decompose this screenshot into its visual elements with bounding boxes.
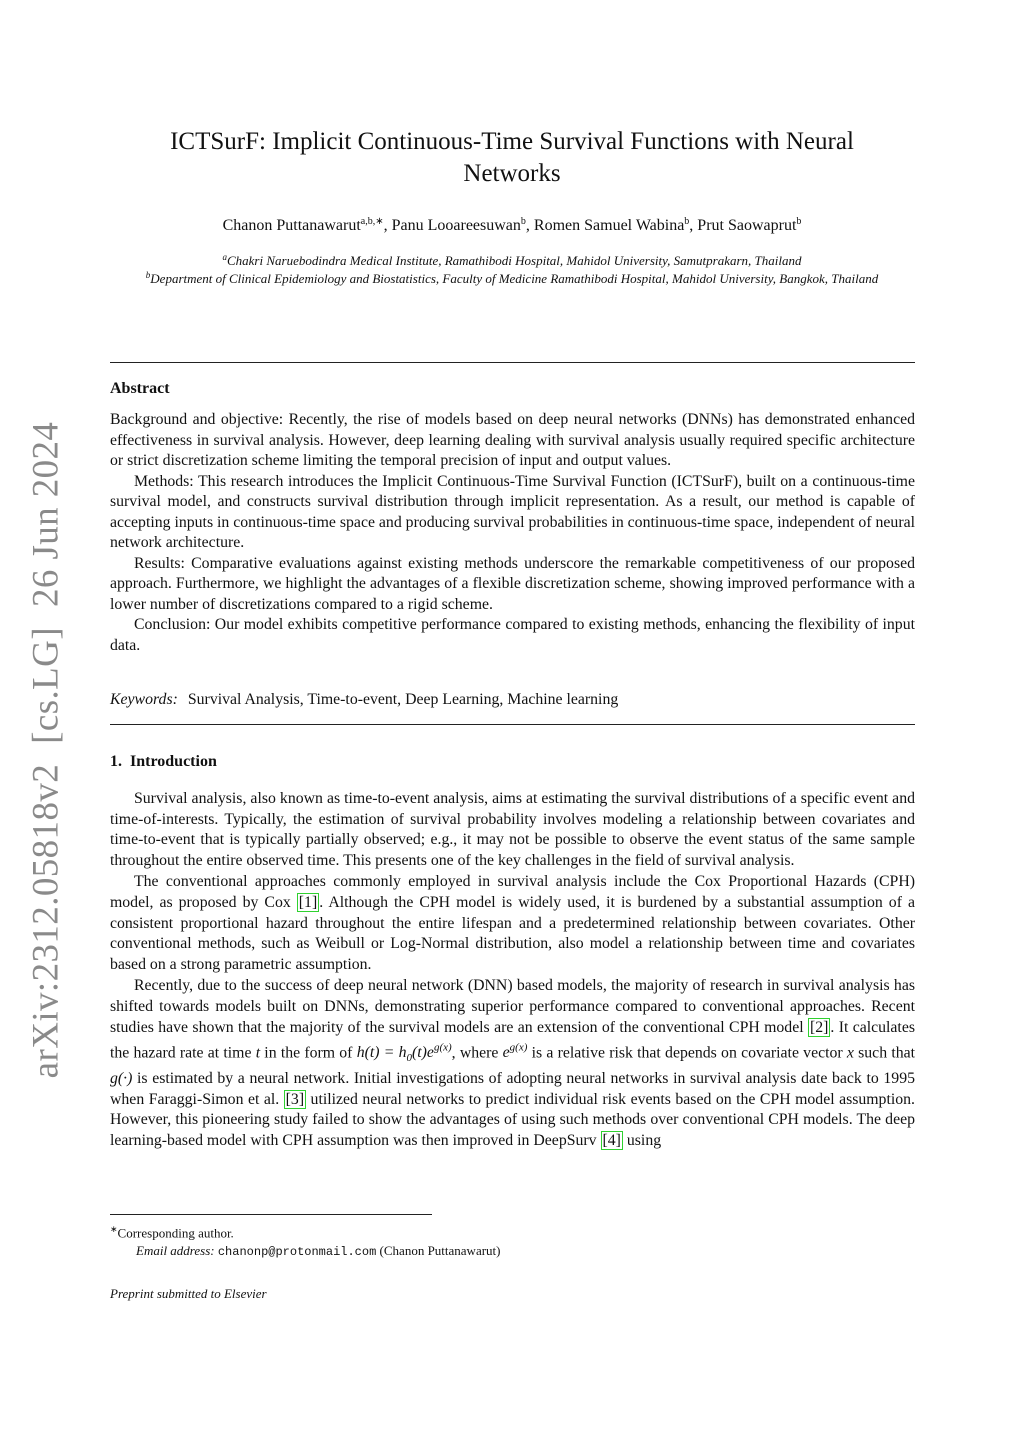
abstract-body [110, 410, 915, 656]
relative-risk-term: $e^{g(x)}$ [502, 1042, 528, 1062]
author-affiliation-mark: b [520, 216, 526, 227]
corresponding-author-note: Corresponding author. [117, 1225, 234, 1241]
math-variable: t [255, 1044, 261, 1062]
paper-title: ICTSurF: Implicit Continuous-Time Survival Functions with Neural Networks [170, 128, 854, 187]
author-affiliation-mark: a,b,∗ [360, 216, 384, 227]
email-label: Email address: [136, 1243, 215, 1259]
introduction-body [110, 789, 915, 1152]
author-affiliation-mark: b [684, 216, 690, 227]
abstract-methods: Methods: This research introduces the Implicit Continuous-Time Survival Function (ICTSurF), built on a continuous-time survival model, and constructs survival distribution through implicit representation. As a result, our method is capable of accepting inputs in continuous-time space and producing survival probabilities in continuous-time space, independent of neural network architecture. [110, 472, 915, 551]
citation-link[interactable]: [2] [809, 1018, 829, 1036]
keywords-label: Keywords: [110, 691, 178, 708]
section-heading-introduction [110, 753, 217, 771]
intro-paragraph: Recently, due to the success of deep neural network (DNN) based models, the majority of research in survival analysis has shifted towards models built on DNNs, demonstrating superior performance compared to conventional approaches. Recent studies have shown that the majority of the survival models are an extension of the conventional CPH model [2] . It calculates the hazard rate at time t in the form of $h(t) = h_0(t)e^{g(x)}$, where $e^{g(x)}$ is a relative risk that depends on covariate vector x such that g(·) is estimated by a neural network. Initial investigations of adopting neural networks in survival analysis date back to 1995 when Faraggi-Simon et al. [3] utilized neural networks to predict individual risk events based on the CPH model assumption. However, this pioneering study failed to show the advantages of using such methods over conventional CPH models. The deep learning-based model with CPH assumption was then improved in DeepSurv [4] using [110, 977, 916, 1149]
author-name: Panu Looareesuwan [391, 217, 521, 234]
math-variable: x [846, 1044, 854, 1062]
abstract-top-rule [110, 362, 915, 363]
arxiv-date: 26 Jun 2024 [25, 421, 67, 607]
affiliation-b: $^b$Department of Clinical Epidemiology and Biostatistics, Faculty of Medicine Ramathibodi Hospital, Mahidol University, Bangkok, Thailand [145, 270, 879, 286]
arxiv-identifier-stamp[interactable] [25, 422, 68, 1079]
hazard-formula: $h(t) = h_0(t)e^{g(x)}$ [356, 1042, 452, 1065]
section-title: Introduction [130, 753, 217, 770]
arxiv-category: [cs.LG] [25, 626, 67, 744]
footnote-mark: ∗ [110, 1224, 118, 1234]
section-number: 1. [110, 753, 122, 770]
math-function: g(·) [110, 1070, 133, 1088]
citation-link[interactable]: [1] [298, 893, 318, 911]
abstract-background: Background and objective: Recently, the rise of models based on deep neural networks (DNNs) has demonstrated enhanced effectiveness in survival analysis. However, deep learning dealing with survival analysis usually required specific architecture or strict discretization scheme limiting the temporal precision of input and output values. [110, 411, 915, 469]
arxiv-id[interactable]: arXiv:2312.05818v2 [25, 763, 67, 1079]
citation-link[interactable]: [4] [602, 1131, 621, 1149]
abstract-bottom-rule [110, 724, 915, 725]
citation-link[interactable]: [3] [285, 1090, 305, 1108]
footnote [110, 1220, 915, 1261]
affiliation-a: $^a$Chakri Naruebodindra Medical Institute, Ramathibodi Hospital, Mahidol University, Samutprakarn, Thailand [222, 252, 802, 268]
email-owner: (Chanon Puttanawarut) [379, 1243, 501, 1259]
author-affiliation-mark: b [796, 216, 802, 227]
abstract-conclusion: Conclusion: Our model exhibits competitive performance compared to existing methods, enhancing the flexibility of input data. [110, 616, 915, 654]
author-list: Chanon Puttanawarut$^{a,b,∗}$, Panu Looareesuwan$^b$, Romen Samuel Wabina$^b$, Prut Saowaprut$^b$ [222, 216, 802, 234]
author-name: Romen Samuel Wabina [533, 217, 685, 234]
intro-paragraph: Survival analysis, also known as time-to-event analysis, aims at estimating the survival distributions of a specific event and time-of-interests. Typically, the estimation of survival probability involves modeling a relationship between covariates and time-to-event that is typically partially observed; e.g., it may not be possible to observe the event status of the same sample throughout the entire observed time. This presents one of the key challenges in the field of survival analysis. [110, 790, 915, 869]
abstract-results: Results: Comparative evaluations against existing methods underscore the remarkable competitiveness of our proposed approach. Furthermore, we highlight the advantages of a flexible discretization scheme, showing improved performance with a lower number of discretizations compared to a rigid scheme. [110, 554, 915, 613]
author-name: Chanon Puttanawarut [222, 217, 361, 234]
preprint-notice: Preprint submitted to Elsevier [110, 1286, 267, 1301]
author-name: Prut Saowaprut [697, 217, 797, 234]
intro-paragraph: The conventional approaches commonly employed in survival analysis include the Cox Proportional Hazards (CPH) model, as proposed by Cox [1] . Although the CPH model is widely used, it is burdened by a substantial assumption of a consistent proportional hazard throughout the entire lifespan and a predetermined relationship between covariates. Other conventional methods, such as Weibull or Log-Normal distribution, also model a relationship between time and covariates based on a strong parametric assumption. [110, 873, 915, 973]
footnote-rule [110, 1214, 432, 1215]
keywords-text: Survival Analysis, Time-to-event, Deep Learning, Machine learning [187, 691, 619, 708]
email-address-link[interactable]: chanonp@protonmail.com [217, 1245, 377, 1260]
abstract-heading: Abstract [110, 380, 170, 397]
affiliation-list [110, 252, 914, 288]
keywords [110, 689, 915, 710]
